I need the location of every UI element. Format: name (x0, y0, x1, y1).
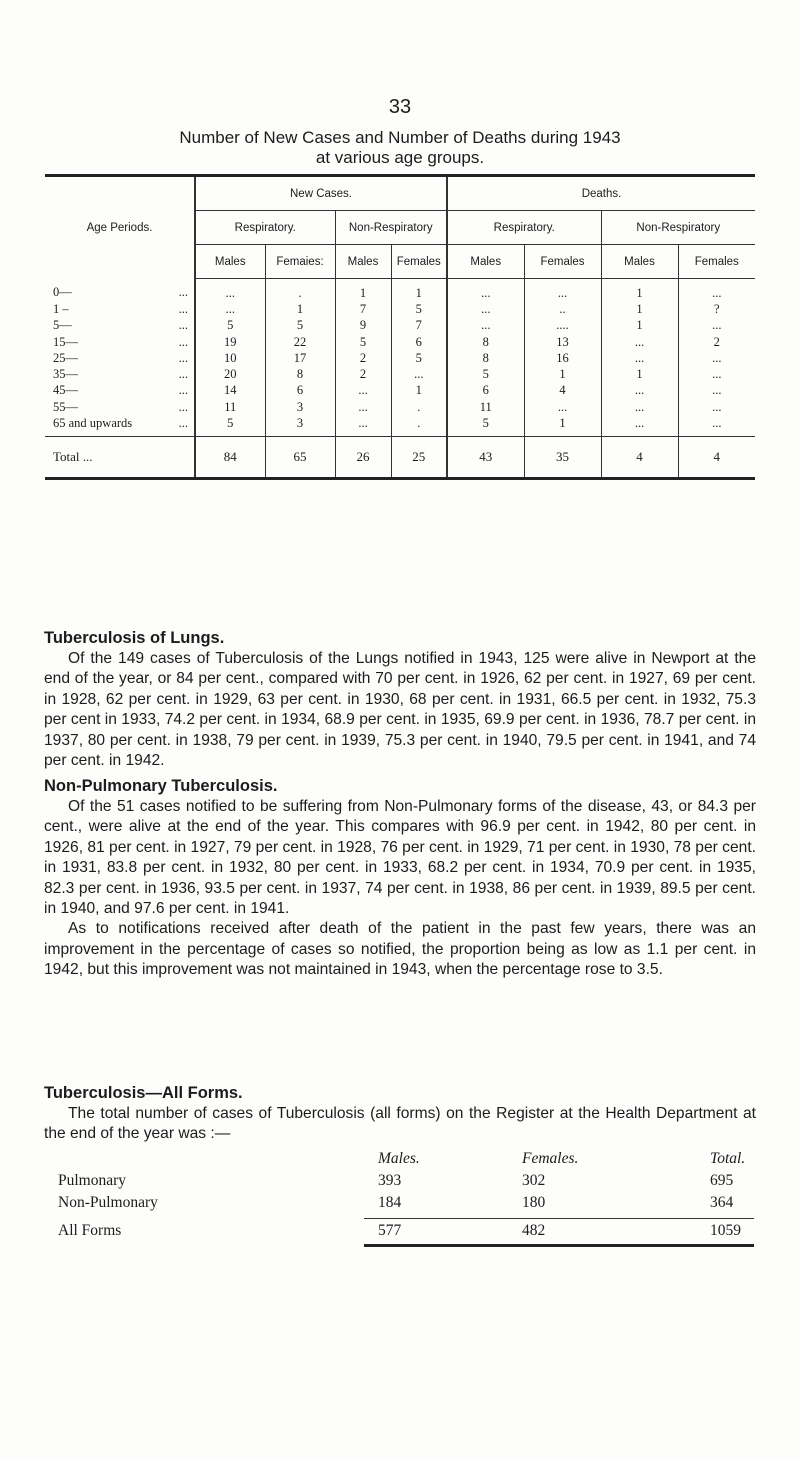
table-cell: 1 (601, 366, 678, 382)
table-cell: 1 (391, 383, 447, 399)
table-cell: 6 (265, 383, 335, 399)
table-cell: 8 (447, 334, 524, 350)
table-cell: 2 (713, 334, 720, 349)
table-cell: 3 (265, 399, 335, 415)
section-paragraph: Of the 51 cases notified to be suffering from Non-Pulmonary forms of the disease, 43, or 84.3 per cent., were alive at the end of the year. This compares with 96.9 per cent. in 1942, 80 per cent. in 1926, 81 per cent. in 1927, 79 per cent. in 1928, 76 per cent. in 1929, 71 per cent. in 1930, 78 per cent. in 1931, 83.8 per cent. in 1932, 80 per cent. in 1933, 68.2 per cent. in 1934, 70.9 per cent. in 1935, 82.3 per cent. in 1936, 93.5 per cent. in 1937, 74 per cent. in 1938, 86 per cent. in 1939, 89.5 per cent. in 1940, and 97.6 per cent. in 1941. (44, 798, 756, 918)
age-period: ... 0— (45, 279, 195, 302)
table-cell: ... (712, 350, 722, 365)
table-cell: . (391, 415, 447, 436)
table-cell: . (391, 399, 447, 415)
table-cell: ... (447, 301, 524, 317)
table-title-line-2: at various age groups. (315, 148, 485, 167)
table-cell: 4 (601, 436, 678, 478)
table-row (45, 383, 755, 399)
table-cell: ... (447, 318, 524, 334)
table-cell: 5 (195, 318, 265, 334)
table-title-line-1: Number of New Cases and Number of Deaths during 1943 (179, 128, 621, 147)
table-cell: ... (601, 399, 678, 415)
table-cell: 7 (391, 318, 447, 334)
table-cell: 2 (335, 366, 391, 382)
table-cell: ... (447, 279, 524, 302)
table-row (44, 1172, 756, 1194)
table-row (44, 1222, 756, 1244)
table-cell: ... (335, 415, 391, 436)
age-period: ... 65 and upwards (45, 415, 195, 436)
section-non-pulmonary (44, 775, 756, 981)
table-cell: 1 (601, 318, 678, 334)
header-deaths-respiratory: Respiratory. (447, 211, 601, 245)
table-cell: 11 (195, 399, 265, 415)
row-label: Pulmonary (58, 1172, 127, 1189)
table-cell: 26 (335, 436, 391, 478)
header-females: Females (391, 245, 447, 279)
table-cell: 14 (195, 383, 265, 399)
cell-total: 695 (710, 1172, 734, 1189)
cell-males: 577 (378, 1222, 402, 1239)
table-cell: 84 (195, 436, 265, 478)
table-cell: ... (712, 285, 722, 300)
table-cell: 65 (265, 436, 335, 478)
table-cell: ... (524, 279, 601, 302)
total-label: Total ... (45, 436, 195, 478)
cases-deaths-table (45, 174, 755, 480)
table-cell: 5 (447, 366, 524, 382)
page-number: 33 (388, 96, 412, 118)
table-cell: 6 (391, 334, 447, 350)
header-new-respiratory: Respiratory. (195, 211, 335, 245)
header-females: Females (678, 245, 755, 279)
table-cell: 22 (265, 334, 335, 350)
table-cell: 1 (601, 279, 678, 302)
table-cell: ... (712, 367, 722, 382)
table-cell: 5 (391, 301, 447, 317)
header-females: Females (524, 245, 601, 279)
age-period: ... 55— (45, 399, 195, 415)
table-cell: .... (524, 318, 601, 334)
header-males: Males (601, 245, 678, 279)
table-cell: 19 (195, 334, 265, 350)
header-males: Males (447, 245, 524, 279)
row-label: Non-Pulmonary (58, 1194, 158, 1211)
table-row (45, 334, 755, 350)
table-cell: 43 (447, 436, 524, 478)
table-cell: 16 (524, 350, 601, 366)
table-cell: ... (712, 416, 722, 431)
table-cell: ... (391, 366, 447, 382)
table-cell: 1 (335, 279, 391, 302)
header-females: Femaies: (265, 245, 335, 279)
cell-total: 364 (710, 1194, 734, 1211)
header-age-periods: Age Periods. (45, 176, 195, 279)
table-cell: 7 (335, 301, 391, 317)
table-cell: 17 (265, 350, 335, 366)
cell-total: 1059 (710, 1222, 741, 1239)
table-cell: 5 (265, 318, 335, 334)
table-cell: 1 (524, 366, 601, 382)
table-cell: ... (335, 383, 391, 399)
table-cell: ... (601, 415, 678, 436)
cell-females: 302 (522, 1172, 546, 1189)
age-period: ... 1 – (45, 301, 195, 317)
header-males: Males (195, 245, 265, 279)
table-row (45, 350, 755, 366)
table-cell: 8 (447, 350, 524, 366)
table-cell: 10 (195, 350, 265, 366)
section-paragraph: The total number of cases of Tuberculosis (all forms) on the Register at the Health Department at the end of the year was :— (44, 1105, 756, 1143)
table-cell: 35 (524, 436, 601, 478)
table-cell: ... (601, 334, 678, 350)
table-cell: .. (524, 301, 601, 317)
table-row (45, 318, 755, 334)
section-all-forms (44, 1082, 756, 1145)
table-cell: 2 (335, 350, 391, 366)
header-deaths-non-respiratory: Non-Respiratory (601, 211, 755, 245)
table-cell: ... (195, 301, 265, 317)
total-rule (364, 1244, 754, 1247)
cell-females: 180 (522, 1194, 546, 1211)
table-cell: 9 (335, 318, 391, 334)
table-cell: 5 (391, 350, 447, 366)
age-period: ... 5— (45, 318, 195, 334)
col-females: Females. (522, 1150, 579, 1167)
cell-males: 393 (378, 1172, 402, 1189)
table-row (44, 1194, 756, 1216)
table-title (40, 128, 760, 168)
table-cell: ? (713, 301, 720, 316)
table-cell: . (265, 279, 335, 302)
table-cell: 1 (265, 301, 335, 317)
table-total-row (45, 436, 755, 478)
sum-rule (364, 1218, 754, 1219)
table-cell: 1 (391, 279, 447, 302)
table-row (45, 279, 755, 302)
table-cell: ... (601, 383, 678, 399)
table-cell: 6 (447, 383, 524, 399)
age-period: ... 25— (45, 350, 195, 366)
table-row (45, 301, 755, 317)
table-cell: 1 (524, 415, 601, 436)
table-cell: 5 (335, 334, 391, 350)
table-cell: ... (195, 279, 265, 302)
age-period: ... 45— (45, 383, 195, 399)
section-heading: Tuberculosis—All Forms. (44, 1084, 243, 1102)
age-period: ... 35— (45, 366, 195, 382)
table-cell: ... (712, 318, 722, 333)
table-cell: 13 (524, 334, 601, 350)
age-period: ... 15— (45, 334, 195, 350)
table-cell: 4 (524, 383, 601, 399)
table-cell: ... (601, 350, 678, 366)
table-row (45, 415, 755, 436)
section-heading: Non-Pulmonary Tuberculosis. (44, 777, 278, 795)
table-cell: 3 (265, 415, 335, 436)
section-paragraph: Of the 149 cases of Tuberculosis of the Lungs notified in 1943, 125 were alive in Newport at the end of the year, or 84 per cent., compared with 70 per cent. in 1926, 62 per cent. in 1927, 69 per cent. in 1928, 62 per cent. in 1929, 63 per cent. in 1930, 68 per cent. in 1931, 66.5 per cent. in 1932, 75.3 per cent in 1933, 74.2 per cent. in 1934, 68.9 per cent. in 1935, 69.9 per cent. in 1936, 78.7 per cent. in 1937, 80 per cent. in 1938, 79 per cent. in 1939, 75.3 per cent. in 1940, 79.5 per cent. in 1941, and 74 per cent. in 1942. (44, 650, 756, 770)
header-males: Males (335, 245, 391, 279)
section-paragraph: As to notifications received after death of the patient in the past few years, there was an improvement in the percentage of cases so notified, the proportion being as low as 1.1 per cent. in 1942, but this improvement was not maintained in 1943, when the percentage rose to 3.5. (44, 920, 756, 979)
all-forms-table (44, 1150, 756, 1248)
section-heading: Tuberculosis of Lungs. (44, 629, 225, 647)
table-cell: 11 (447, 399, 524, 415)
table-cell: ... (712, 383, 722, 398)
table-cell: 5 (195, 415, 265, 436)
table-cell: ... (524, 399, 601, 415)
table-cell: 20 (195, 366, 265, 382)
cell-females: 482 (522, 1222, 546, 1239)
table-cell: 8 (265, 366, 335, 382)
header-new-cases: New Cases. (195, 176, 447, 211)
header-deaths: Deaths. (447, 176, 755, 211)
table-cell: ... (712, 399, 722, 414)
col-total: Total. (710, 1150, 746, 1167)
table-cell: 5 (447, 415, 524, 436)
table-cell: 25 (391, 436, 447, 478)
col-males: Males. (378, 1150, 420, 1167)
table-cell: 1 (601, 301, 678, 317)
table-cell: ... (335, 399, 391, 415)
table-row (45, 399, 755, 415)
section-lungs (44, 627, 756, 771)
table-row (45, 366, 755, 382)
row-label: All Forms (58, 1222, 122, 1239)
cell-males: 184 (378, 1194, 402, 1211)
all-forms-header (44, 1150, 756, 1172)
header-new-non-respiratory: Non-Respiratory (335, 211, 447, 245)
table-cell: 4 (678, 436, 755, 478)
